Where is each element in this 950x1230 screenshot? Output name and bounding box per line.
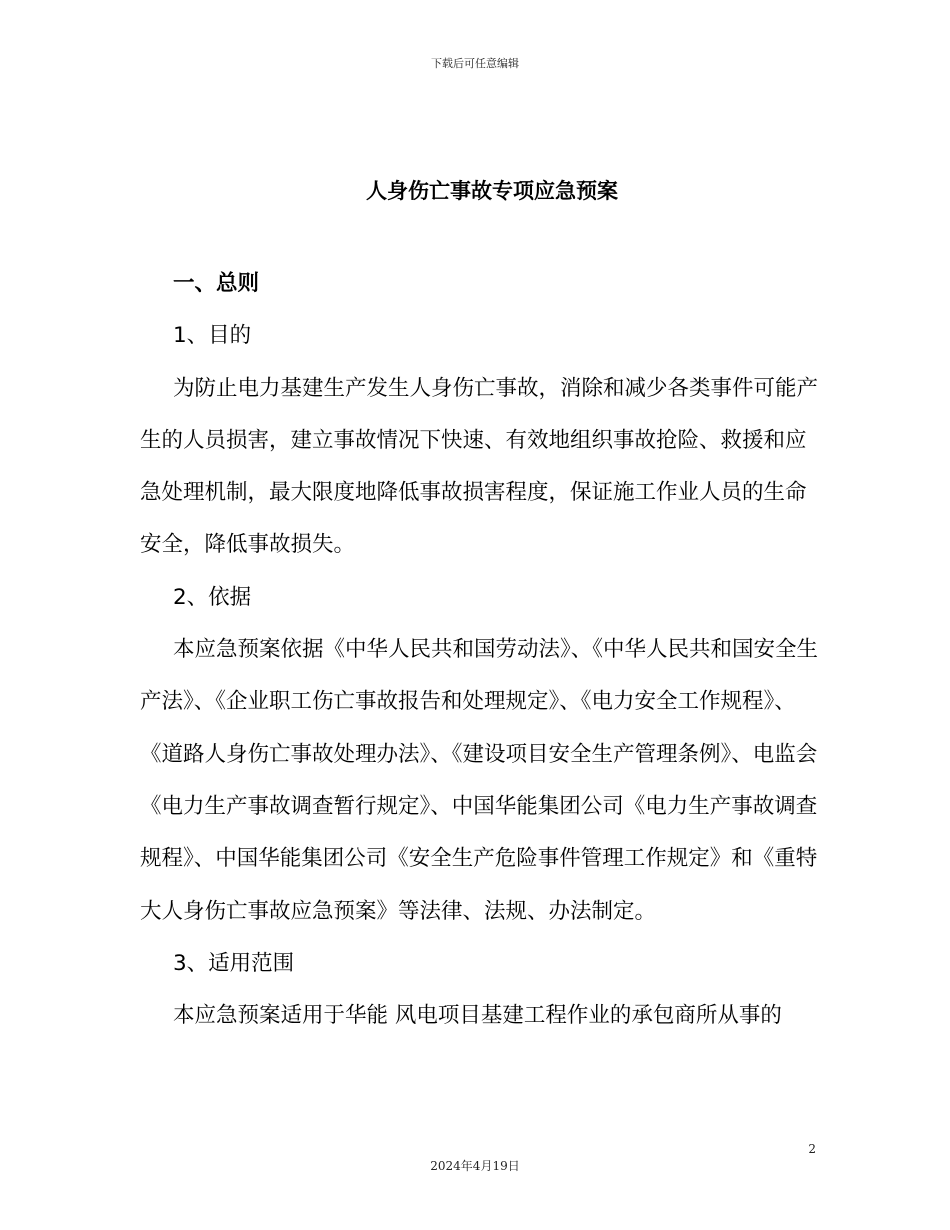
subheading-purpose: 1、目的 [173,323,252,349]
paragraph-scope: 本应急预案适用于华能 风电项目基建工程作业的承包商所从事的 [173,1003,782,1029]
footer-date: 2024年4月19日 [430,1159,520,1173]
subheading-scope: 3、适用范围 [173,950,295,976]
page-number: 2 [808,1142,816,1156]
document-title: 人身伤亡事故专项应急预案 [366,179,618,203]
section-heading-general: 一、总则 [173,271,260,296]
paragraph-purpose: 为防止电力基建生产发生人身伤亡事故，消除和减少各类事件可能产生的人员损害，建立事故情况下快速、有效地组织事故抢险、救援和应急处理机制，最大限度地降低事故损害程度，保证施工作业人员的生命安全，降低事故损失。 [140,375,819,558]
subheading-basis: 2、依据 [173,584,252,610]
page-header-note: 下载后可任意编辑 [431,57,519,70]
paragraph-basis: 本应急预案依据《中华人民共和国劳动法》、《中华人民共和国安全生产法》、《企业职工伤亡事故报告和处理规定》、《电力安全工作规程》、《道路人身伤亡事故处理办法》、《建设项目安全生产管理条例》、电监会《电力生产事故调查暂行规定》、中国华能集团公司《电力生产事故调查规程》、中国华能集团公司《安全生产危险事件管理工作规定》和《重特大人身伤亡事故应急预案》等法律、法规、办法制定。 [140,637,819,924]
document-body [140,258,820,1042]
